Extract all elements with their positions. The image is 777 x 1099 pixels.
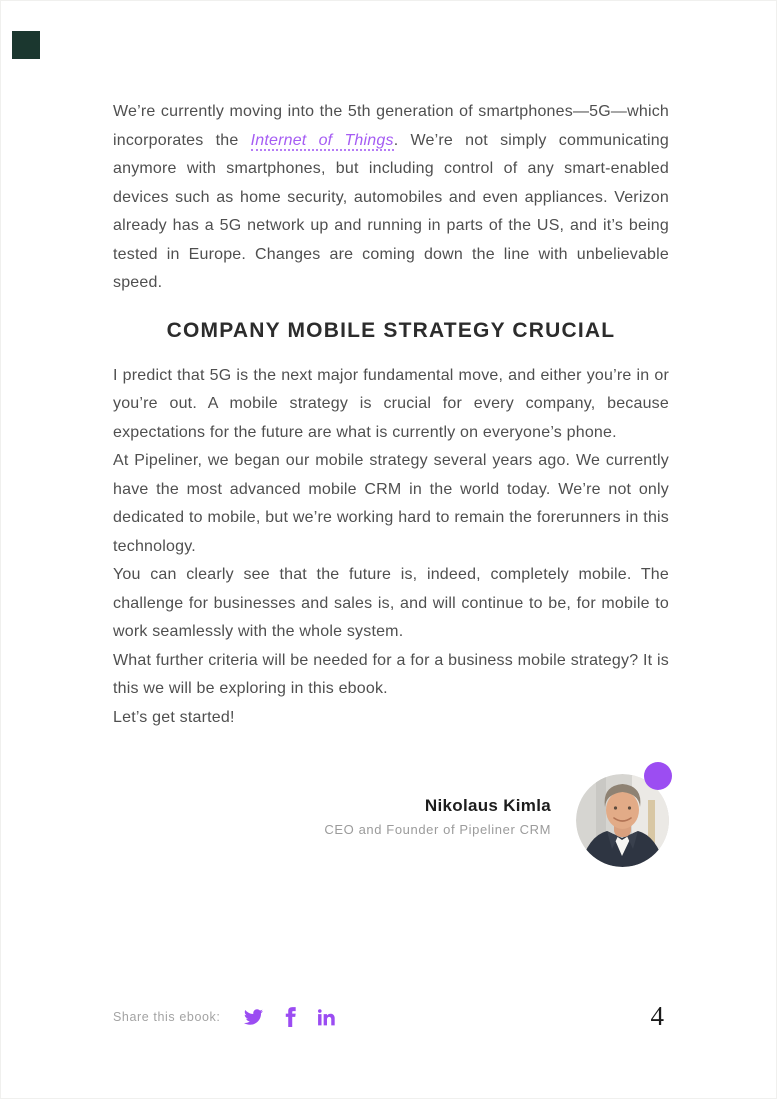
facebook-icon[interactable] — [279, 1006, 301, 1028]
page-content — [113, 98, 669, 867]
purple-dot-decoration — [644, 762, 672, 790]
author-title: CEO and Founder of Pipeliner CRM — [324, 821, 551, 837]
author-photo-wrap — [576, 774, 669, 867]
paragraph-further-criteria: What further criteria will be needed for a for a business mobile strategy? It is this we will be exploring in this ebook. — [113, 651, 669, 697]
page-number: 4 — [650, 1001, 664, 1031]
paragraph-get-started: Let’s get started! — [113, 708, 235, 726]
share-ebook-label: Share this ebook: — [113, 1010, 221, 1024]
author-text-block — [324, 796, 551, 837]
section-heading: COMPANY MOBILE STRATEGY CRUCIAL — [166, 318, 616, 342]
linkedin-icon[interactable] — [316, 1006, 338, 1028]
author-name: Nikolaus Kimla — [424, 795, 551, 815]
signature-block — [113, 765, 669, 867]
paragraph-predict: I predict that 5G is the next major fundamental move, and either you’re in or you’re out. A mobile strategy is crucial for every company, because expectations for the future are what is currently on everyone’s phone. — [113, 366, 669, 441]
paragraph-pipeliner: At Pipeliner, we began our mobile strategy several years ago. We currently have the most advanced mobile CRM in the world today. We’re not only dedicated to mobile, but we’re working hard to remain the forerunners in this technology. — [113, 452, 669, 555]
twitter-icon[interactable] — [242, 1006, 264, 1028]
intro-paragraph — [113, 98, 669, 298]
brand-corner-square — [12, 31, 40, 59]
intro-text-before-link: We’re currently moving into the 5th generation of smartphones—5G—which incorporates the — [113, 103, 669, 149]
footer-share-bar — [113, 1006, 353, 1028]
intro-text-after-link: . We’re not simply communicating anymore with smartphones, but including control of any smart-enabled devices such as home security, automobiles and even appliances. Verizon already has a 5G network up and running in parts of the US, and it’s being tested in Europe. Changes are coming down the line with unbelievable speed. — [113, 131, 669, 291]
internet-of-things-link[interactable]: Internet of Things — [250, 131, 394, 149]
paragraph-future-mobile: You can clearly see that the future is, indeed, completely mobile. The challenge for businesses and sales is, and will continue to be, for mobile to work seamlessly with the whole system. — [113, 566, 669, 640]
